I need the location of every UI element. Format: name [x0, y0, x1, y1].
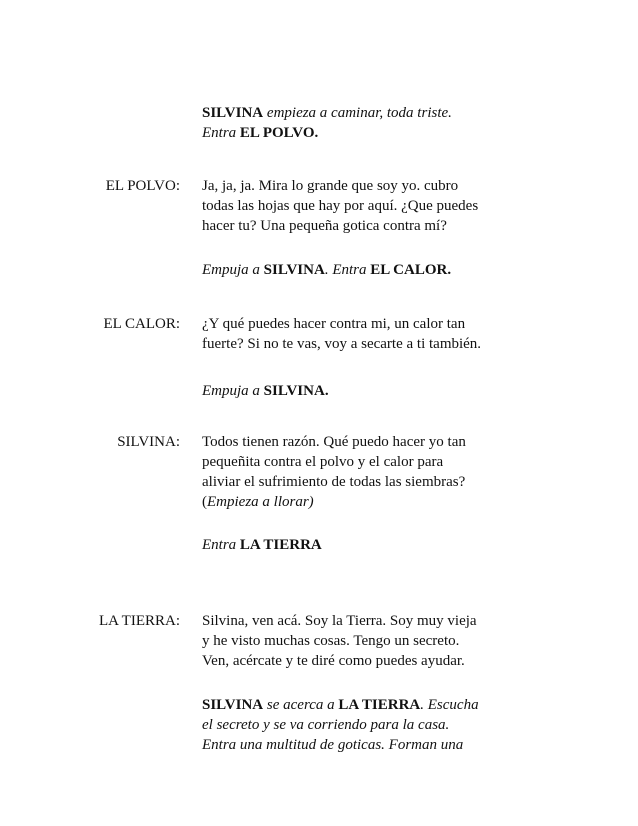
text-run: aliviar el sufrimiento de todas las siembras?	[202, 474, 466, 490]
text-line	[202, 611, 532, 631]
text-run: Escucha	[427, 697, 479, 713]
text-run: y he visto muchas cosas. Tengo un secreto.	[202, 633, 460, 649]
text-run: Empuja a	[202, 383, 264, 399]
text-run: se acerca a	[263, 697, 339, 713]
speaker-name: EL CALOR:	[103, 316, 180, 332]
text-line	[202, 176, 532, 196]
character-name: SILVINA.	[263, 383, 329, 399]
character-name: LA TIERRA	[239, 537, 322, 553]
character-name: SILVINA	[202, 697, 264, 713]
text-run: (	[202, 494, 207, 510]
text-run: Entra una multitud de goticas. Forman una	[202, 737, 464, 753]
text-line	[202, 196, 532, 216]
text-run: empieza a caminar, toda triste.	[263, 105, 452, 121]
text-run: pequeñita contra el polvo y el calor para	[202, 454, 444, 470]
text-line	[202, 260, 532, 280]
speaker-name: EL POLVO:	[105, 178, 180, 194]
text-run: .	[420, 697, 428, 713]
text-line	[202, 651, 532, 671]
text-run: Entra	[332, 262, 371, 278]
text-run: .	[324, 262, 333, 278]
text-run: Ja, ja, ja. Mira lo grande que soy yo. cubro	[202, 178, 459, 194]
text-line	[202, 123, 532, 143]
text-line	[202, 381, 532, 401]
text-line	[202, 334, 532, 354]
character-name: EL CALOR.	[370, 262, 452, 278]
character-name: SILVINA	[263, 262, 325, 278]
text-run: el secreto y se va corriendo para la casa.	[202, 717, 450, 733]
text-line	[202, 695, 532, 715]
text-line	[202, 492, 532, 512]
speaker-name: SILVINA:	[117, 434, 180, 450]
dialogue-text	[202, 314, 532, 354]
text-run: Ven, acércate y te diré como puedes ayudar.	[202, 653, 465, 669]
text-line	[202, 314, 532, 334]
text-run: Entra	[202, 125, 240, 141]
dialogue-text	[202, 611, 532, 671]
stage-direction	[202, 260, 532, 280]
speaker-name: LA TIERRA:	[99, 613, 180, 629]
text-run: fuerte? Si no te vas, voy a secarte a ti también.	[202, 336, 482, 352]
stage-direction	[202, 535, 532, 555]
text-line	[202, 535, 532, 555]
text-line	[202, 735, 532, 755]
text-run: Empuja a	[202, 262, 264, 278]
dialogue-text	[202, 176, 532, 236]
text-line	[202, 631, 532, 651]
text-run: hacer tu? Una pequeña gotica contra mí?	[202, 218, 447, 234]
text-line	[202, 715, 532, 735]
text-run: todas las hojas que hay por aquí. ¿Que puedes	[202, 198, 479, 214]
text-run: ¿Y qué puedes hacer contra mi, un calor tan	[202, 316, 466, 332]
text-line	[202, 216, 532, 236]
character-name: LA TIERRA	[338, 697, 421, 713]
stage-direction	[202, 695, 532, 755]
text-run: Entra	[202, 537, 240, 553]
text-run: Empieza a llorar)	[207, 494, 314, 510]
text-line	[202, 432, 532, 452]
character-name: EL POLVO.	[239, 125, 319, 141]
dialogue-text	[202, 432, 532, 512]
stage-direction	[202, 381, 532, 401]
stage-direction	[202, 103, 532, 143]
text-line	[202, 472, 532, 492]
character-name: SILVINA	[202, 105, 264, 121]
text-line	[202, 452, 532, 472]
text-run: Todos tienen razón. Qué puedo hacer yo tan	[202, 434, 466, 450]
text-run: Silvina, ven acá. Soy la Tierra. Soy muy vieja	[202, 613, 477, 629]
text-line	[202, 103, 532, 123]
